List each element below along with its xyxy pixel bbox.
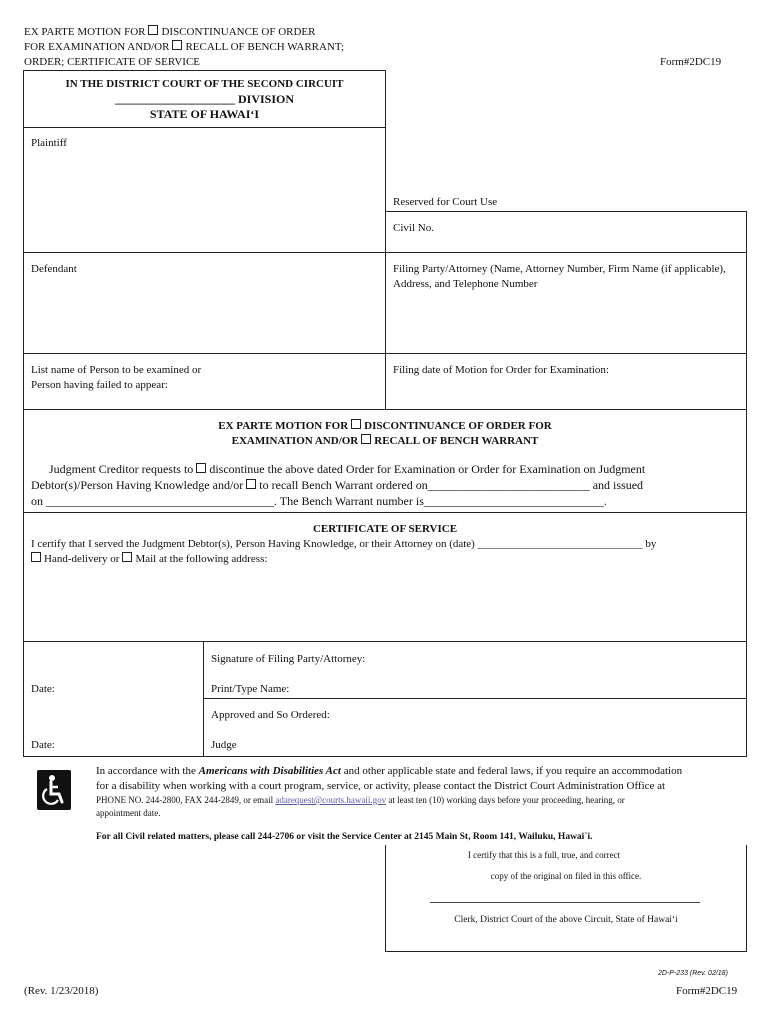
person-examined-line2: Person having failed to appear: (31, 379, 168, 391)
checkbox-hand-delivery[interactable] (31, 552, 41, 562)
motion-heading-1: EX PARTE MOTION FOR DISCONTINUANCE OF ORDER FOR (218, 420, 552, 432)
date-label-2: Date: (31, 739, 55, 751)
certificate-line2: Hand-delivery or Mail at the following address: (28, 552, 267, 566)
ada-line2: for a disability when working with a court program, service, or activity, please contact the District Court Administration Office at (96, 780, 666, 792)
filing-party-label: Filing Party/Attorney (Name, Attorney Number, Firm Name (if applicable), Address, and Telephone Number (393, 263, 726, 290)
civil-no-label: Civil No. (393, 222, 434, 234)
motion-body-line1: Judgment Creditor requests to discontinue the above dated Order for Examination or Order for Examination on Judgment (49, 462, 646, 476)
ada-line3: PHONE NO. 244-2800, FAX 244-2849, or email adarequest@courts.hawaii.gov at least ten (10) working days before your proceeding, hearing, or (96, 795, 625, 805)
revision: (Rev. 1/23/2018) (24, 985, 99, 997)
ada-line1: In accordance with the Americans with Disabilities Act and other applicable state and federal laws, if you require an accommodation (96, 765, 683, 777)
date-label: Date: (31, 683, 55, 695)
footer-form-number: Form#2DC19 (676, 985, 738, 997)
state: STATE OF HAWAI‘I (149, 107, 260, 121)
motion-body-line3: on ______________________________________. The Bench Warrant number is______________________________. (31, 494, 607, 508)
checkbox[interactable] (351, 419, 361, 429)
filing-date-label: Filing date of Motion for Order for Examination: (393, 364, 609, 376)
ada-email-link[interactable]: adarequest@courts.hawaii.gov (275, 795, 387, 805)
checkbox-mail[interactable] (122, 552, 132, 562)
person-examined-line1: List name of Person to be examined or (31, 364, 202, 376)
form-code: 2D-P-233 (Rev. 02/18) (658, 970, 728, 977)
checkbox-discontinue[interactable] (196, 463, 206, 473)
motion-heading-2: EXAMINATION AND/OR RECALL OF BENCH WARRANT (231, 435, 539, 447)
signature-label: Signature of Filing Party/Attorney: (211, 653, 366, 665)
motion-body-line2: Debtor(s)/Person Having Knowledge and/or to recall Bench Warrant ordered on___________________________ and issued (31, 478, 644, 492)
form-number: Form#2DC19 (660, 56, 722, 68)
title-line-2: FOR EXAMINATION AND/OR RECALL OF BENCH WARRANT; (24, 41, 345, 53)
clerk-line3: Clerk, District Court of the above Circuit, State of Hawai‘i (454, 915, 678, 925)
division: ____________________ DIVISION (114, 92, 294, 106)
checkbox[interactable] (172, 40, 182, 50)
reserved-label: Reserved for Court Use (393, 196, 498, 208)
judge-label: Judge (211, 739, 237, 751)
wheelchair-icon (37, 770, 71, 810)
clerk-line2: copy of the original on filed in this office. (490, 871, 642, 881)
certificate-line1: I certify that I served the Judgment Debtor(s), Person Having Knowledge, or their Attorney on (date) ______________________________ by (31, 538, 657, 550)
plaintiff-label: Plaintiff (31, 137, 67, 149)
defendant-label: Defendant (31, 263, 77, 275)
civil-note: For all Civil related matters, please call 244-2706 or visit the Service Center at 2145 Main St, Room 141, Wailuku, Hawai`i. (96, 832, 593, 842)
checkbox-recall[interactable] (246, 479, 256, 489)
certificate-heading: CERTIFICATE OF SERVICE (312, 523, 458, 535)
print-name-label: Print/Type Name: (211, 683, 290, 695)
court-name: IN THE DISTRICT COURT OF THE SECOND CIRCUIT (65, 78, 344, 90)
title-line-1: EX PARTE MOTION FOR DISCONTINUANCE OF ORDER (24, 26, 316, 38)
ada-line4: appointment date. (96, 808, 161, 818)
checkbox[interactable] (148, 25, 158, 35)
clerk-line1: I certify that this is a full, true, and correct (467, 850, 621, 860)
checkbox[interactable] (361, 434, 371, 444)
approved-label: Approved and So Ordered: (211, 709, 330, 721)
title-line-3: ORDER; CERTIFICATE OF SERVICE (24, 56, 200, 68)
